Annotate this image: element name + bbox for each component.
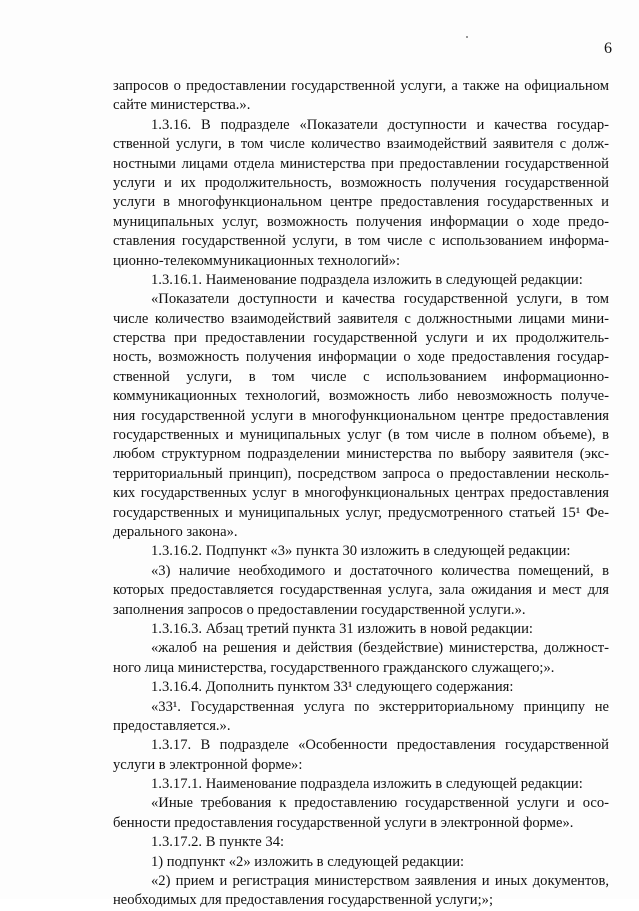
text-line: государственных и муниципальных услуг, предусмотренного статьей 15¹ Фе- bbox=[113, 504, 609, 521]
text-line: ностными лицами отдела министерства при предоставлении государственной bbox=[113, 155, 609, 172]
text-line: заполнения запросов о предоставлении государственной услуги.». bbox=[113, 601, 526, 618]
text-line: 1.3.16.2. Подпункт «3» пункта 30 изложить в следующей редакции: bbox=[151, 543, 571, 560]
text-line: числе количество взаимодействий заявителя с должностными лицами мини- bbox=[113, 310, 609, 327]
text-line: государственных и муниципальных услуг (в том числе в полном объеме), в bbox=[113, 427, 609, 444]
text-line: «3) наличие необходимого и достаточного количества помещений, в bbox=[151, 562, 609, 579]
text-line: 1.3.17. В подразделе «Особенности предоставления государственной bbox=[151, 737, 609, 754]
text-line: ного лица министерства, государственного гражданского служащего;». bbox=[113, 659, 555, 676]
text-line: услуги в многофункциональном центре предоставления государственных и bbox=[113, 194, 609, 211]
text-line: «2) прием и регистрация министерством заявления и иных документов, bbox=[151, 873, 609, 890]
text-line: ния государственной услуги в многофункциональном центре предоставления bbox=[113, 407, 609, 424]
text-line: «33¹. Государственная услуга по экстерриториальному принципу не bbox=[151, 698, 609, 715]
text-line: ственной услуги, в том числе количество взаимодействий заявителя с долж- bbox=[113, 136, 609, 153]
text-line: 1.3.16.3. Абзац третий пункта 31 изложить в новой редакции: bbox=[151, 620, 533, 637]
text-line: 1) подпункт «2» изложить в следующей редакции: bbox=[151, 853, 465, 870]
text-line: «жалоб на решения и действия (бездействие) министерства, должност- bbox=[151, 640, 609, 657]
text-line: ких государственных услуг в многофункциональных центрах предоставления bbox=[113, 485, 609, 502]
text-line: муниципальных услуг, возможность получения информации о ходе предо- bbox=[113, 213, 609, 230]
text-line: которых предоставляется государственная услуга, зала ожидания и мест для bbox=[113, 582, 609, 599]
text-line: запросов о предоставлении государственной услуги, а также на официальном bbox=[113, 78, 609, 94]
text-line: необходимых для предоставления государственной услуги;»; bbox=[113, 892, 493, 909]
text-line: «Показатели доступности и качества государственной услуги, в том bbox=[151, 291, 609, 308]
text-line: услуги и их продолжительность, возможность получения государственной bbox=[113, 174, 609, 191]
text-line: ставления государственной услуги, в том числе с использованием информа- bbox=[113, 233, 609, 250]
text-line: территориальный принцип), посредством запроса о предоставлении несколь- bbox=[113, 465, 609, 482]
scan-speck bbox=[466, 36, 468, 38]
text-line: 1.3.17.2. В пункте 34: bbox=[151, 834, 285, 851]
text-line: стерства при предоставлении государственной услуги и их продолжитель- bbox=[113, 330, 609, 347]
text-line: услуги в электронной форме»: bbox=[113, 756, 303, 773]
text-line: 1.3.17.1. Наименование подраздела изложить в следующей редакции: bbox=[151, 776, 583, 793]
page-number: 6 bbox=[604, 40, 612, 57]
text-line: 1.3.16.4. Дополнить пунктом 33¹ следующего содержания: bbox=[151, 679, 514, 696]
text-line: бенности предоставления государственной услуги в электронной форме». bbox=[113, 814, 574, 831]
text-line: предоставляется.». bbox=[113, 717, 231, 734]
text-line: «Иные требования к предоставлению государственной услуги и осо- bbox=[151, 795, 609, 812]
text-line: 1.3.16. В подразделе «Показатели доступности и качества государ- bbox=[151, 116, 609, 133]
text-line: ность, возможность получения информации о ходе предоставления государ- bbox=[113, 349, 609, 366]
text-line: 1.3.16.1. Наименование подраздела изложить в следующей редакции: bbox=[151, 271, 583, 288]
text-line: ционно-телекоммуникационных технологий»: bbox=[113, 252, 401, 269]
document-body bbox=[113, 77, 609, 911]
text-line: сайте министерства.». bbox=[113, 97, 251, 114]
text-line: коммуникационных технологий, возможность либо невозможность получе- bbox=[113, 388, 609, 405]
text-line: ственной услуги, в том числе с использованием информационно- bbox=[113, 368, 609, 385]
text-line: любом структурном подразделении министерства по выбору заявителя (экс- bbox=[113, 446, 609, 463]
text-line: дерального закона». bbox=[113, 523, 238, 540]
